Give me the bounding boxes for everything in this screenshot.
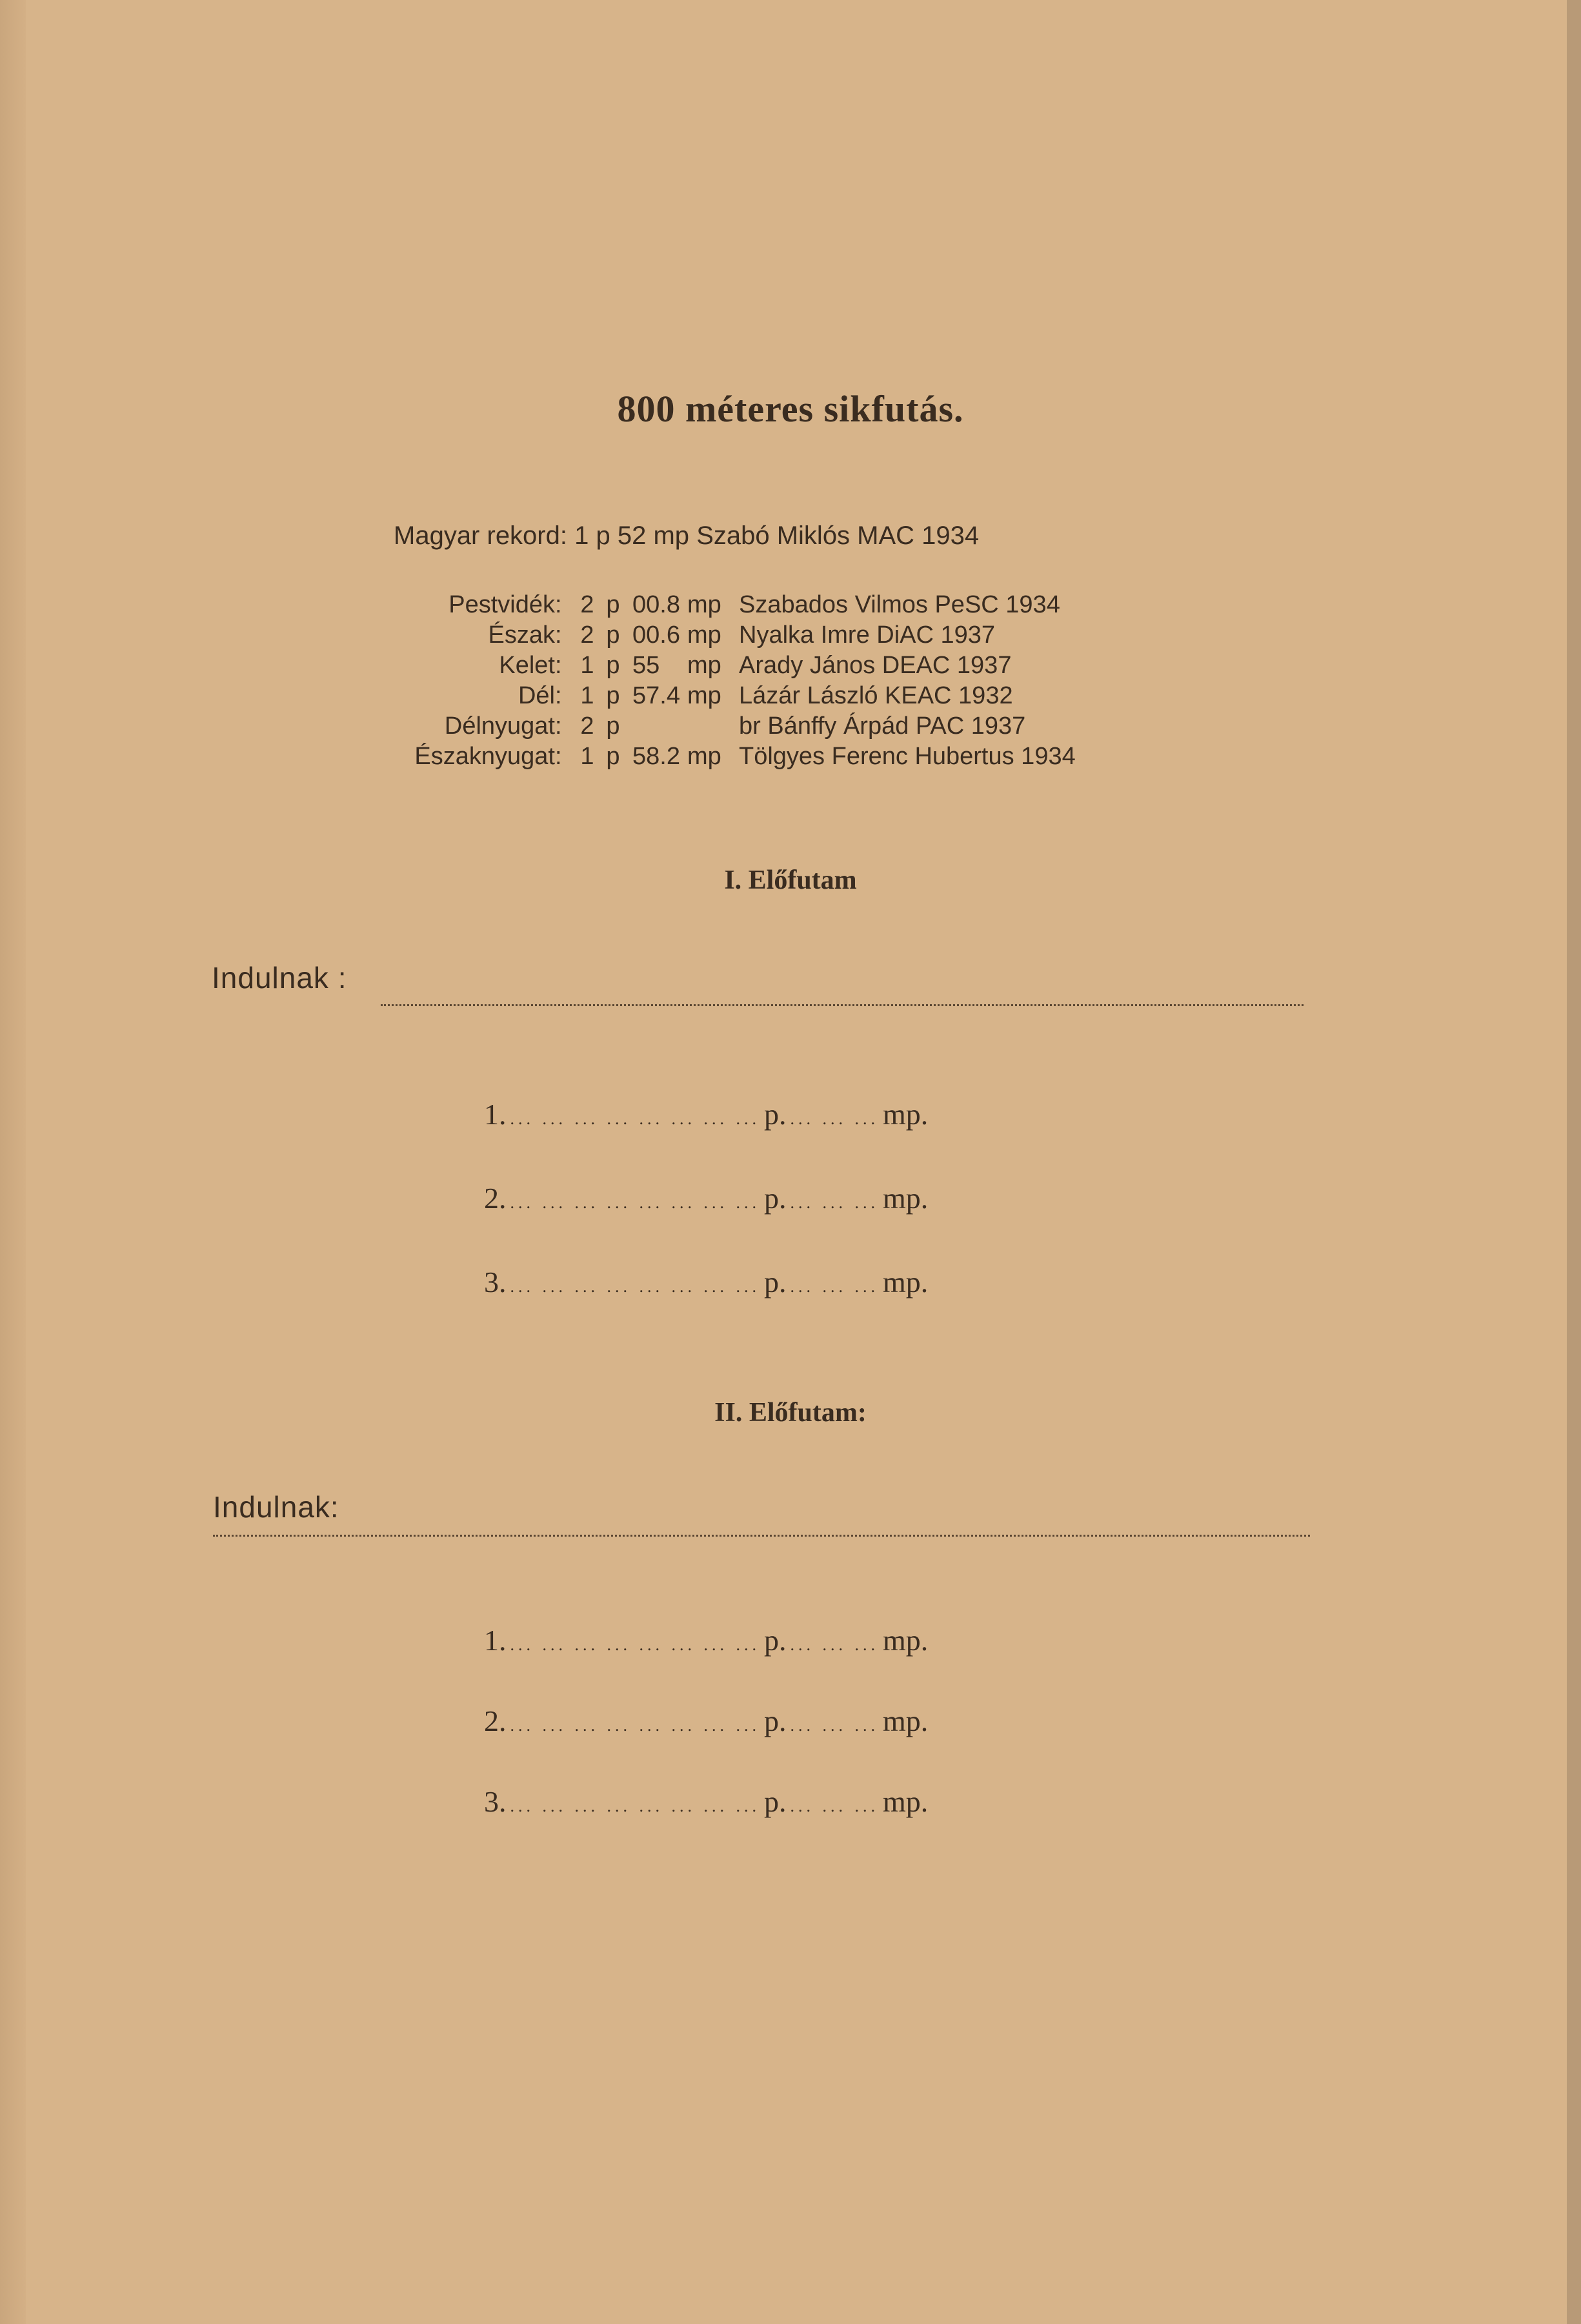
record-min: 2	[580, 621, 594, 649]
record-min: 2	[580, 712, 594, 740]
record-holder: Tölgyes Ferenc Hubertus 1934	[739, 743, 1076, 770]
regional-record-row	[336, 681, 1076, 711]
colon: :	[555, 591, 562, 618]
dot-leader: ... ... ...	[790, 1716, 879, 1735]
record-p: p	[606, 652, 620, 679]
region-name: Pestvidék	[448, 591, 555, 618]
place-number: 1.	[484, 1098, 507, 1131]
page-right-edge	[1567, 0, 1581, 2324]
record-sec	[626, 711, 687, 742]
heat-2-title: II. Előfutam:	[714, 1398, 867, 1428]
heat-2-place-3	[484, 1784, 928, 1819]
record-p: p	[606, 682, 620, 709]
record-min: 1	[580, 652, 594, 679]
colon: :	[555, 682, 562, 709]
record-p: p	[606, 621, 620, 649]
record-min: 1	[580, 743, 594, 770]
record-holder: Szabados Vilmos PeSC 1934	[739, 591, 1060, 618]
heat-2-place-1	[484, 1623, 928, 1657]
dot-leader: ... ... ... ... ... ... ... ...	[510, 1716, 760, 1735]
heat-1-title: I. Előfutam	[724, 865, 857, 895]
dot-leader: ... ... ...	[790, 1109, 879, 1128]
place-number: 3.	[484, 1785, 507, 1818]
regional-record-row	[336, 620, 1076, 651]
regional-record-row	[336, 711, 1076, 742]
second-unit: mp.	[883, 1266, 929, 1298]
record-holder: Nyalka Imre DiAC 1937	[739, 621, 996, 649]
national-record	[394, 521, 979, 551]
dot-leader: ... ... ... ... ... ... ... ...	[510, 1109, 760, 1128]
dot-leader: ... ... ... ... ... ... ... ...	[510, 1277, 760, 1296]
record-sec: 52	[617, 521, 647, 550]
heat-2-entrants-label: Indulnak:	[213, 1490, 339, 1524]
record-min: 2	[580, 591, 594, 618]
heat-2-entrants-line	[213, 1535, 1310, 1537]
record-min: 1	[574, 521, 589, 550]
page-title: 800 méteres sikfutás.	[617, 388, 964, 430]
region-name: Északnyugat	[414, 743, 555, 770]
minute-unit: p.	[764, 1624, 787, 1657]
record-mp: mp	[687, 591, 721, 618]
second-unit: mp.	[883, 1785, 929, 1818]
heat-1-place-3	[484, 1265, 928, 1299]
record-sec: 58.2	[632, 743, 680, 770]
record-sec: 57.4	[632, 682, 680, 709]
record-mp: mp	[687, 652, 721, 679]
regional-record-row	[336, 590, 1076, 620]
colon: :	[555, 621, 562, 649]
record-mp: mp	[687, 682, 721, 709]
second-unit: mp.	[883, 1704, 929, 1737]
minute-unit: p.	[764, 1182, 787, 1215]
place-number: 1.	[484, 1624, 507, 1657]
second-unit: mp.	[883, 1182, 929, 1215]
heat-2-place-2	[484, 1704, 928, 1738]
region-name: Délnyugat	[444, 712, 555, 740]
region-name: Észak	[488, 621, 555, 649]
place-number: 2.	[484, 1182, 507, 1215]
record-holder: br Bánffy Árpád PAC 1937	[739, 712, 1026, 740]
second-unit: mp.	[883, 1098, 929, 1131]
place-number: 3.	[484, 1266, 507, 1298]
second-unit: mp.	[883, 1624, 929, 1657]
record-holder: Lázár László KEAC 1932	[739, 682, 1013, 709]
minute-unit: p.	[764, 1098, 787, 1131]
record-sec: 00.8	[632, 591, 680, 618]
page-left-edge	[0, 0, 26, 2324]
dot-leader: ... ... ...	[790, 1797, 879, 1815]
dot-leader: ... ... ...	[790, 1277, 879, 1296]
place-number: 2.	[484, 1704, 507, 1737]
heat-1-place-2	[484, 1181, 928, 1215]
dot-leader: ... ... ...	[790, 1635, 879, 1654]
region-name: Kelet	[499, 652, 555, 679]
dot-leader: ... ... ... ... ... ... ... ...	[510, 1797, 760, 1815]
record-mp	[687, 711, 732, 742]
colon: :	[555, 743, 562, 770]
record-sec: 00.6	[632, 621, 680, 649]
dot-leader: ... ... ... ... ... ... ... ...	[510, 1193, 760, 1212]
record-p: p	[606, 591, 620, 618]
regional-records-table	[336, 590, 1076, 772]
heat-1-entrants-line	[381, 1004, 1304, 1006]
minute-unit: p.	[764, 1785, 787, 1818]
record-mp: mp	[687, 743, 721, 770]
record-p: p	[606, 743, 620, 770]
colon: :	[555, 652, 562, 679]
record-holder: Szabó Miklós MAC 1934	[696, 521, 980, 550]
minute-unit: p.	[764, 1266, 787, 1298]
regional-record-row	[336, 651, 1076, 681]
record-label: Magyar rekord:	[394, 521, 567, 550]
record-holder: Arady János DEAC 1937	[739, 652, 1012, 679]
record-mp: mp	[653, 521, 690, 550]
record-mp: mp	[687, 621, 721, 649]
colon: :	[555, 712, 562, 740]
record-p: p	[606, 712, 620, 740]
minute-unit: p.	[764, 1704, 787, 1737]
record-sec: 55	[632, 652, 660, 679]
heat-1-place-1	[484, 1097, 928, 1131]
dot-leader: ... ... ... ... ... ... ... ...	[510, 1635, 760, 1654]
heat-1-entrants-label: Indulnak :	[212, 961, 347, 995]
record-p: p	[596, 521, 610, 550]
record-min: 1	[580, 682, 594, 709]
region-name: Dél	[518, 682, 555, 709]
dot-leader: ... ... ...	[790, 1193, 879, 1212]
regional-record-row	[336, 742, 1076, 772]
